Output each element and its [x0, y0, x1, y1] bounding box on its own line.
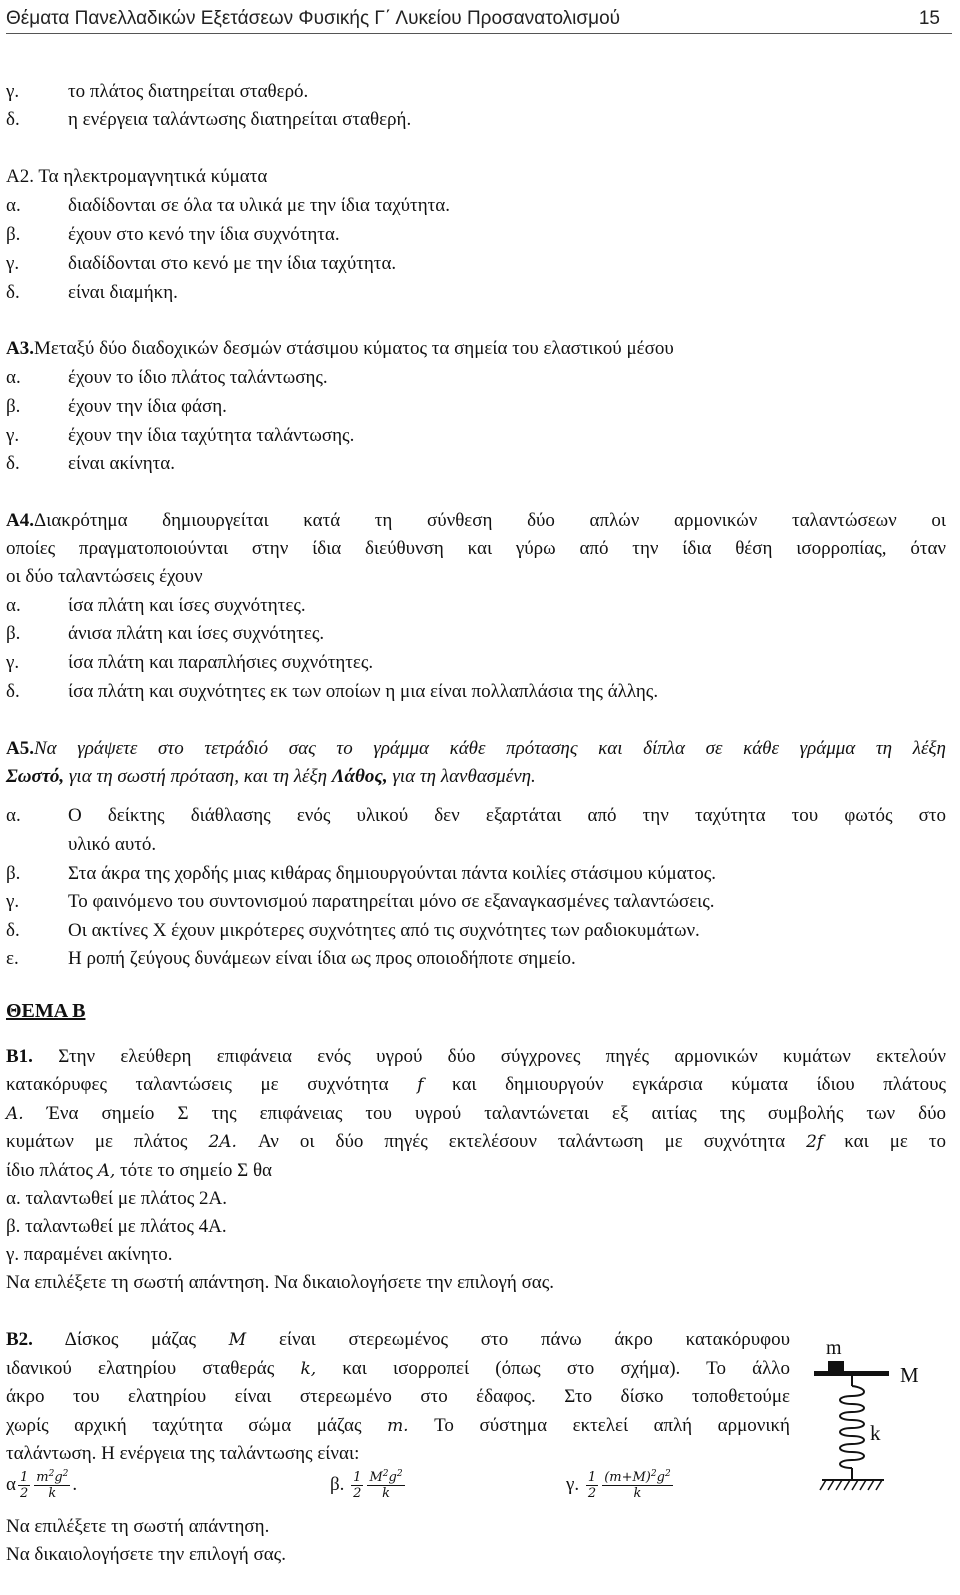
text-part: και με το	[844, 1131, 947, 1152]
instruction-text: Να επιλέξετε τη σωστή απάντηση.	[6, 1516, 270, 1537]
text-part: ιδανικού ελατηρίου σταθεράς	[6, 1358, 275, 1379]
disk	[814, 1371, 889, 1376]
option-text: ίσα πλάτη και συχνότητες εκ των οποίων η μια είναι πολλαπλάσια της άλλης.	[68, 681, 659, 702]
statement-label: β.	[6, 863, 21, 884]
question-number: Α4.	[6, 510, 34, 531]
fraction-energy-a	[34, 1470, 70, 1501]
symbol-2A: 2A.	[208, 1132, 237, 1152]
statement-text: Ο δείκτης διάθλασης ενός υλικού δεν εξαρτάται από την ταχύτητα του φωτός στο	[68, 805, 946, 826]
question-number: Α3.	[6, 338, 34, 359]
question-b2-line	[6, 1412, 790, 1440]
var-g: g	[54, 1470, 63, 1486]
option-label: α.	[6, 367, 21, 388]
option-text: γ. παραμένει ακίνητο.	[6, 1244, 173, 1265]
frac-den: 2	[587, 1486, 597, 1502]
option-label: δ.	[6, 681, 20, 702]
option-text: β. ταλαντωθεί με πλάτος 4Α.	[6, 1216, 227, 1237]
option-text: άνισα πλάτη και ίσες συχνότητες.	[68, 623, 325, 644]
option-label: α.	[6, 595, 21, 616]
fraction-half	[18, 1470, 30, 1501]
option-text: η ενέργεια ταλάντωσης διατηρείται σταθερή.	[68, 109, 412, 130]
intro-mid: για τη σωστή πρόταση, και τη λέξη	[64, 766, 332, 787]
text-part: κατακόρυφες ταλαντώσεις με συχνότητα	[6, 1074, 389, 1095]
option-text: διαδίδονται στο κενό με την ίδια ταχύτητα.	[68, 253, 397, 274]
question-b2-line	[6, 1326, 790, 1354]
question-a5-intro	[6, 735, 946, 763]
label-m: m	[826, 1337, 842, 1359]
exp: 2	[382, 1469, 389, 1480]
question-b2-line	[6, 1355, 790, 1383]
option-text: έχουν την ίδια ταχύτητα ταλάντωσης.	[68, 425, 355, 446]
statement-label: δ.	[6, 920, 20, 941]
question-a3-title	[6, 335, 674, 363]
question-a2-title: Α2. Τα ηλεκτρομαγνητικά κύματα	[6, 166, 268, 187]
option-label: β.	[6, 623, 21, 644]
ground-hatch	[820, 1480, 882, 1490]
dot: .	[72, 1474, 78, 1495]
page-header	[6, 4, 952, 34]
instruction-text: Να δικαιολογήσετε την επιλογή σας.	[6, 1544, 286, 1565]
frac-den: k	[382, 1486, 390, 1502]
fraction-energy-b	[367, 1470, 404, 1501]
option-label: γ.	[6, 81, 20, 102]
statement-text: Το φαινόμενο του συντονισμού παρατηρείται μόνο σε εξαναγκασμένες ταλαντώσεις.	[68, 891, 715, 912]
question-a5-intro-cont	[6, 763, 536, 791]
text-part: χωρίς αρχική ταχύτητα σώμα μάζας	[6, 1415, 362, 1436]
option-text: έχουν στο κενό την ίδια συχνότητα.	[68, 224, 340, 245]
exp: 2	[62, 1469, 69, 1480]
question-b2-line: ταλάντωση. Η ενέργεια της ταλάντωσης είναι:	[6, 1443, 360, 1464]
frac-num	[34, 1470, 70, 1486]
frac-num	[602, 1470, 672, 1486]
symbol-2f: 2f	[806, 1132, 824, 1152]
question-number: Β1.	[6, 1046, 33, 1067]
frac-den: k	[633, 1486, 642, 1502]
intro-end: για τη λανθασμένη.	[387, 766, 536, 787]
option-text: α. ταλαντωθεί με πλάτος 2Α.	[6, 1188, 227, 1209]
statement-label: ε.	[6, 948, 19, 969]
option-label: δ.	[6, 282, 20, 303]
var-M: M	[369, 1470, 383, 1486]
spring-disk-figure	[812, 1330, 937, 1502]
word-true: Σωστό,	[6, 766, 65, 787]
energy-option-c	[566, 1468, 675, 1502]
option-label: β.	[6, 224, 21, 245]
exp: 2	[650, 1469, 657, 1480]
var-m: m	[36, 1470, 49, 1486]
question-b1-line	[6, 1071, 946, 1099]
header-title: Θέματα Πανελλαδικών Εξετάσεων Φυσικής Γ΄ Λυκείου Προσανατολισμού	[6, 8, 621, 29]
text-part: είναι στερεωμένος στο πάνω άκρο κατακόρυφου	[278, 1329, 790, 1350]
option-text: διαδίδονται σε όλα τα υλικά με την ίδια ταχύτητα.	[68, 195, 450, 216]
energy-option-a	[6, 1468, 77, 1502]
text-part: Αν οι δύο πηγές εκτελέσουν ταλάντωση με συχνότητα	[257, 1131, 786, 1152]
option-text: έχουν την ίδια φάση.	[68, 396, 227, 417]
exp: 2	[396, 1469, 403, 1480]
question-number: Β2.	[6, 1329, 33, 1350]
option-label: γ.	[6, 652, 20, 673]
question-a4-line: οποίες πραγματοποιούνται στην ίδια διεύθυνση και γύρω από την ίδια θέση ισορροπίας, όταν	[6, 538, 946, 559]
option-text: είναι ακίνητα.	[68, 453, 176, 474]
option-label: γ.	[566, 1474, 580, 1495]
frac-num: 1	[19, 1470, 29, 1486]
option-label: α.	[6, 195, 21, 216]
statement-text: Η ροπή ζεύγους δυνάμεων είναι ίδια ως προς οποιοδήποτε σημείο.	[68, 948, 576, 969]
label-M: M	[900, 1363, 919, 1387]
option-text: ίσα πλάτη και παραπλήσιες συχνότητες.	[68, 652, 374, 673]
text-part: Ένα σημείο Σ της επιφάνειας του υγρού ταλαντώνεται εξ αιτίας της συμβολής των δύο	[46, 1103, 947, 1124]
option-text: έχουν το ίδιο πλάτος ταλάντωσης.	[68, 367, 328, 388]
text-part: Το σύστημα εκτελεί απλή αρμονική	[434, 1415, 790, 1436]
question-b2-line: άκρο του ελατηρίου είναι στερεωμένο στο έδαφος. Στο δίσκο τοποθετούμε	[6, 1386, 790, 1407]
question-text: Διακρότημα δημιουργείται κατά τη σύνθεση δύο απλών αρμονικών ταλαντώσεων οι	[33, 510, 946, 531]
symbol-f: f	[417, 1075, 424, 1095]
question-text: Να γράψετε στο τετράδιό σας το γράμμα κάθε πρότασης και δίπλα σε κάθε γράμμα τη λέξη	[33, 738, 946, 759]
fraction-half	[586, 1470, 598, 1501]
question-text: Στην ελεύθερη επιφάνεια ενός υγρού δύο σύγχρονες πηγές αρμονικών κυμάτων εκτελούν	[58, 1046, 946, 1067]
option-label: δ.	[6, 109, 20, 130]
option-text: το πλάτος διατηρείται σταθερό.	[68, 81, 309, 102]
word-false: Λάθος,	[331, 766, 388, 787]
var-mM: (m+M)	[604, 1470, 651, 1486]
exp: 2	[664, 1469, 671, 1480]
option-label: δ.	[6, 453, 20, 474]
option-label: γ.	[6, 425, 20, 446]
question-a4-line	[6, 507, 946, 535]
statement-label: γ.	[6, 891, 20, 912]
option-text: ίσα πλάτη και ίσες συχνότητες.	[68, 595, 306, 616]
text-part: τότε το σημείο Σ θα	[120, 1160, 273, 1181]
statement-text: Οι ακτίνες X έχουν μικρότερες συχνότητες από τις συχνότητες των ραδιοκυμάτων.	[68, 920, 700, 941]
text-part: κυμάτων με πλάτος	[6, 1131, 188, 1152]
instruction-text: Να επιλέξετε τη σωστή απάντηση. Να δικαιολογήσετε την επιλογή σας.	[6, 1272, 555, 1293]
spring-coil	[840, 1386, 864, 1468]
text-part: ίδιο πλάτος	[6, 1160, 93, 1181]
section-title: ΘΕΜΑ Β	[6, 1000, 86, 1022]
fraction-energy-c	[602, 1470, 672, 1501]
page-number: 15	[918, 8, 940, 29]
frac-den: 2	[353, 1486, 362, 1502]
question-b1-line	[6, 1100, 946, 1128]
question-b1-line	[6, 1157, 272, 1185]
var-g: g	[388, 1470, 397, 1486]
text-part: και ισορροπεί (όπως στο σχήμα). Το άλλο	[342, 1358, 791, 1379]
small-mass-block	[828, 1361, 844, 1371]
option-label: γ.	[6, 253, 20, 274]
fraction-half	[351, 1470, 363, 1501]
question-b1-line	[6, 1043, 946, 1071]
label-k: k	[870, 1421, 881, 1445]
option-text: είναι διαμήκη.	[68, 282, 178, 303]
statement-text-cont: υλικό αυτό.	[68, 834, 157, 855]
option-label: β.	[6, 396, 21, 417]
energy-option-b	[330, 1468, 407, 1502]
statement-text: Στα άκρα της χορδής μιας κιθάρας δημιουργούνται πάντα κοιλίες στάσιμου κύματος.	[68, 863, 717, 884]
var-g: g	[656, 1470, 665, 1486]
symbol-M: M	[228, 1330, 247, 1350]
symbol-m: m.	[387, 1416, 409, 1436]
frac-den: k	[48, 1486, 57, 1502]
question-number: Α5.	[6, 738, 34, 759]
text-part: Δίσκος μάζας	[64, 1329, 196, 1350]
frac-den: 2	[19, 1486, 29, 1502]
question-a4-line: οι δύο ταλαντώσεις έχουν	[6, 566, 203, 587]
symbol-A: A,	[97, 1161, 116, 1181]
option-label: α	[6, 1474, 16, 1495]
frac-num: 1	[353, 1470, 362, 1486]
question-text: Μεταξύ δύο διαδοχικών δεσμών στάσιμου κύματος τα σημεία του ελαστικού μέσου	[33, 338, 674, 359]
symbol-A: A.	[6, 1104, 24, 1124]
symbol-k: k,	[300, 1359, 317, 1379]
option-label: β.	[330, 1474, 345, 1495]
frac-num: 1	[587, 1470, 597, 1486]
exp: 2	[48, 1469, 55, 1480]
text-part: και δημιουργούν εγκάρσια κύματα ίδιου πλάτους	[452, 1074, 947, 1095]
frac-num	[367, 1470, 404, 1486]
question-b1-line	[6, 1128, 946, 1156]
statement-label: α.	[6, 805, 21, 826]
